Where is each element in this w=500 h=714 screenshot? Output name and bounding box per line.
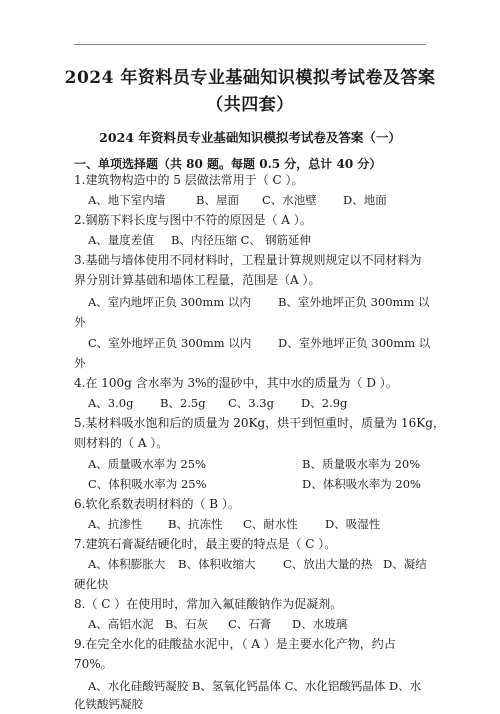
question-6-option-b: B、抗冻性 (168, 517, 223, 531)
doc-title-suffix: （共四套） (206, 95, 294, 115)
question-2-option-a: A、量度差值 (88, 233, 154, 247)
question-3-stem: 3.基础与墙体使用不同材料时，工程量计算规则规定以不同材料为 (74, 253, 422, 267)
question-5-option-a: A、质量吸水率为 25% (88, 457, 207, 471)
question-7-stem: 7.建筑石膏凝结硬化时，最主要的特点是（ C ）。 (74, 537, 337, 551)
question-1-option-a: A、地下室内墙 (88, 193, 166, 207)
question-2-option-c: 钢筋延伸 (265, 233, 311, 247)
question-5-stem: 5.某材料吸水饱和后的质量为 20Kg，烘干到恒重时，质量为 16Kg， (74, 416, 445, 430)
question-4-option-b: B、2.5g (160, 396, 206, 410)
question-1-option-c: C、水池壁 (262, 193, 317, 207)
question-8-option-c: C、石膏 (228, 617, 272, 631)
question-7-option-a: A、体积膨胀大 (88, 557, 166, 571)
question-5-option-c: C、体积吸水率为 25% (88, 477, 207, 491)
header-rule (74, 44, 426, 45)
question-2-option-b: B、内径压缩 C、 (171, 233, 261, 247)
question-3-option-a: A、室内地坪正负 300mm 以内 (88, 295, 251, 309)
question-5-option-b: B、质量吸水率为 20% (302, 457, 421, 471)
question-7-option-c: C、放出大量的热 (283, 557, 373, 571)
question-7-option-d-cont: 硬化快 (74, 577, 109, 591)
question-3-option-c: C、室外地坪正负 300mm 以内 (88, 336, 252, 350)
question-8-option-a: A、高铝水泥 (88, 617, 154, 631)
question-8-option-b: B、石灰 (165, 617, 208, 631)
question-7-option-d: D、凝结 (383, 557, 427, 571)
question-9-options-cont: 化铁酸钙凝胶 (74, 697, 143, 711)
question-4-option-d: D、2.9g (301, 396, 348, 410)
question-3-option-d: D、室外地坪正负 300mm 以 (278, 336, 431, 350)
question-2-stem: 2.钢筋下料长度与图中不符的原因是（ A ）。 (74, 213, 312, 227)
question-6-stem: 6.软化系数表明材料的（ B ）。 (74, 497, 240, 511)
question-8-option-d: D、水玻璃 (292, 617, 348, 631)
question-1-option-b: B、屋面 (196, 193, 239, 207)
question-5-option-d: D、体积吸水率为 20% (302, 477, 421, 491)
doc-title: 2024 年资料员专业基础知识模拟考试卷及答案 (64, 68, 436, 88)
question-7-option-b: B、体积收缩大 (178, 557, 256, 571)
question-3-option-b: B、室外地坪正负 300mm 以 (278, 295, 430, 309)
question-6-option-c: C、耐水性 (243, 517, 298, 531)
question-3-stem-cont: 界分别计算基础和墙体工程量，范围是（A ）。 (74, 273, 321, 287)
question-1-stem: 1.建筑物构造中的 5 层做法常用于（ C ）。 (74, 173, 304, 187)
question-3-option-b-cont: 外 (74, 315, 86, 329)
question-6-option-a: A、抗渗性 (88, 517, 143, 531)
question-4-option-a: A、3.0g (88, 396, 134, 410)
question-5-stem-cont: 则材料的（ A ）。 (74, 436, 169, 450)
question-1-option-d: D、地面 (343, 193, 387, 207)
paper-subtitle: 2024 年资料员专业基础知识模拟考试卷及答案（一） (99, 130, 401, 145)
question-6-option-d: D、吸湿性 (325, 517, 381, 531)
question-3-option-d-cont: 外 (74, 356, 86, 370)
section-heading: 一、单项选择题（共 80 题。每题 0.5 分，总计 40 分） (74, 157, 382, 171)
question-8-stem: 8.（ C ）在使用时，常加入氟硅酸钠作为促凝剂。 (74, 597, 343, 611)
question-9-stem: 9.在完全水化的硅酸盐水泥中，（ A ）是主要水化产物，约占 (74, 637, 396, 651)
question-9-stem-cont: 70%。 (74, 657, 113, 671)
question-4-stem: 4.在 100g 含水率为 3%的湿砂中，其中水的质量为（ D ）。 (74, 376, 398, 390)
question-9-options: A、水化硅酸钙凝胶 B、氢氧化钙晶体 C、水化铝酸钙晶体 D、水 (88, 679, 422, 693)
question-4-option-c: C、3.3g (228, 396, 274, 410)
